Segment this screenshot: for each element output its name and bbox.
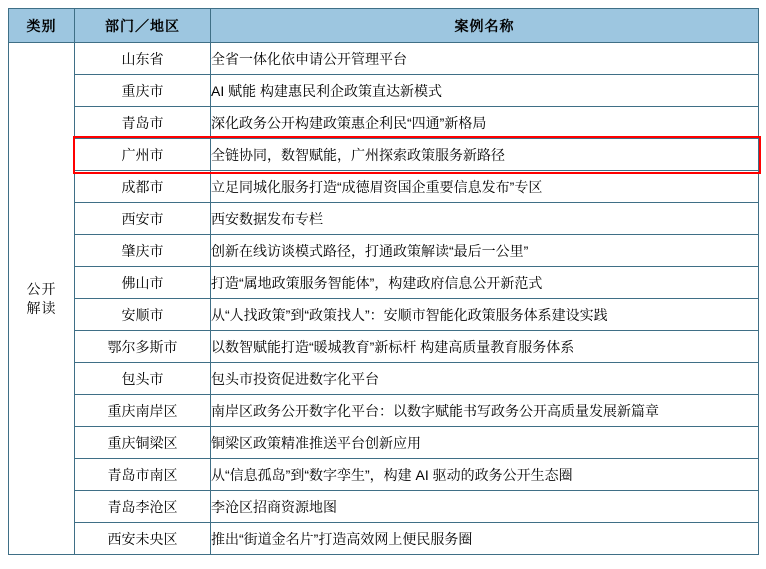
table-header — [9, 9, 759, 43]
case-name-cell: 李沧区招商资源地图 — [211, 491, 759, 523]
case-name-cell: 从“信息孤岛”到“数字孪生”，构建 AI 驱动的政务公开生态圈 — [211, 459, 759, 491]
department-cell: 广州市 — [75, 139, 211, 171]
table-header-row — [9, 9, 759, 43]
table-row — [9, 171, 759, 203]
department-cell: 重庆市 — [75, 75, 211, 107]
table-row — [9, 395, 759, 427]
table-row — [9, 107, 759, 139]
department-cell: 安顺市 — [75, 299, 211, 331]
case-name-cell: 推出“街道金名片”打造高效网上便民服务圈 — [211, 523, 759, 555]
table-row — [9, 43, 759, 75]
department-cell: 青岛李沧区 — [75, 491, 211, 523]
table-row — [9, 203, 759, 235]
table-row — [9, 427, 759, 459]
case-name-cell: 从“人找政策”到“政策找人”：安顺市智能化政策服务体系建设实践 — [211, 299, 759, 331]
case-name-cell: 全链协同，数智赋能，广州探索政策服务新路径 — [211, 139, 759, 171]
table-row — [9, 363, 759, 395]
case-name-cell: 铜梁区政策精准推送平台创新应用 — [211, 427, 759, 459]
case-name-cell: 立足同城化服务打造“成德眉资国企重要信息发布”专区 — [211, 171, 759, 203]
department-cell: 鄂尔多斯市 — [75, 331, 211, 363]
table-body — [9, 43, 759, 555]
category-label-line2: 解读 — [26, 299, 57, 316]
case-name-cell: 以数智赋能打造“暖城教育”新标杆 构建高质量教育服务体系 — [211, 331, 759, 363]
category-label-line1: 公开 — [26, 280, 57, 297]
case-name-cell: 南岸区政务公开数字化平台：以数字赋能书写政务公开高质量发展新篇章 — [211, 395, 759, 427]
department-cell: 成都市 — [75, 171, 211, 203]
case-name-cell: 打造“属地政策服务智能体”，构建政府信息公开新范式 — [211, 267, 759, 299]
table-row — [9, 75, 759, 107]
case-name-cell: 西安数据发布专栏 — [211, 203, 759, 235]
case-table — [8, 8, 759, 555]
table-row — [9, 523, 759, 555]
department-cell: 佛山市 — [75, 267, 211, 299]
column-header-department: 部门／地区 — [75, 9, 211, 43]
table-row — [9, 139, 759, 171]
case-name-cell: 全省一体化依申请公开管理平台 — [211, 43, 759, 75]
table-row — [9, 459, 759, 491]
case-name-cell: 创新在线访谈模式路径，打通政策解读“最后一公里” — [211, 235, 759, 267]
department-cell: 西安未央区 — [75, 523, 211, 555]
department-cell: 重庆铜梁区 — [75, 427, 211, 459]
table-row — [9, 267, 759, 299]
department-cell: 包头市 — [75, 363, 211, 395]
category-cell — [9, 43, 75, 555]
table-row — [9, 331, 759, 363]
table-row — [9, 299, 759, 331]
case-name-cell: AI 赋能 构建惠民利企政策直达新模式 — [211, 75, 759, 107]
column-header-category: 类别 — [9, 9, 75, 43]
department-cell: 肇庆市 — [75, 235, 211, 267]
department-cell: 山东省 — [75, 43, 211, 75]
department-cell: 重庆南岸区 — [75, 395, 211, 427]
column-header-case-name: 案例名称 — [211, 9, 759, 43]
table-row — [9, 491, 759, 523]
department-cell: 青岛市 — [75, 107, 211, 139]
table-row — [9, 235, 759, 267]
case-name-cell: 深化政务公开构建政策惠企利民“四通”新格局 — [211, 107, 759, 139]
department-cell: 西安市 — [75, 203, 211, 235]
department-cell: 青岛市南区 — [75, 459, 211, 491]
case-name-cell: 包头市投资促进数字化平台 — [211, 363, 759, 395]
